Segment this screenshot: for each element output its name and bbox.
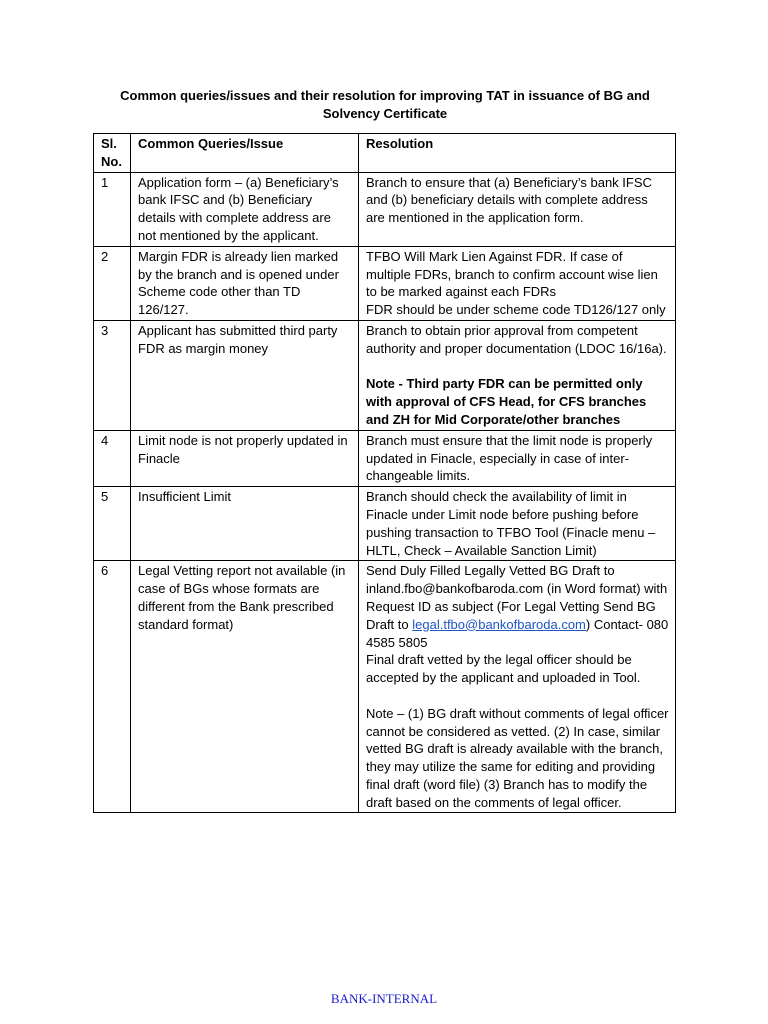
header-common-queries: Common Queries/Issue	[131, 134, 359, 173]
resolution-note: Note – (1) BG draft without comments of legal officer cannot be considered as vetted. (2) In case, similar vetted BG draft is already available with the branch, they may utilize the same for editing and providing final draft (word file) (3) Branch has to modify the draft based on the comments of legal officer.	[366, 705, 669, 810]
row-sl: 1	[94, 172, 131, 246]
header-resolution: Resolution	[359, 134, 676, 173]
resolution-paragraph: Final draft vetted by the legal officer should be accepted by the applicant and uploaded in Tool.	[366, 652, 641, 686]
classification-footer: BANK-INTERNAL	[330, 991, 438, 1006]
row-query: Applicant has submitted third party FDR as margin money	[131, 320, 359, 430]
row-sl: 5	[94, 487, 131, 561]
row-resolution: Branch to ensure that (a) Beneficiary’s bank IFSC and (b) beneficiary details with complete address are mentioned in the application form.	[359, 172, 676, 246]
row-resolution	[359, 561, 676, 813]
row-resolution: Branch should check the availability of limit in Finacle under Limit node before pushing before pushing transaction to TFBO Tool (Finacle menu – HLTL, Check – Available Sanction Limit)	[359, 487, 676, 561]
row-query: Limit node is not properly updated in Finacle	[131, 430, 359, 486]
row-resolution	[359, 246, 676, 320]
legal-email-link[interactable]: legal.tfbo@bankofbaroda.com	[412, 616, 586, 632]
title-line-2: Solvency Certificate	[322, 106, 448, 121]
table-row	[94, 561, 676, 813]
table-row	[94, 430, 676, 486]
row-sl: 6	[94, 561, 131, 813]
document-title	[95, 87, 675, 123]
row-resolution	[359, 320, 676, 430]
row-query: Margin FDR is already lien marked by the branch and is opened under Scheme code other than TD 126/127.	[131, 246, 359, 320]
row-sl: 2	[94, 246, 131, 320]
table-row	[94, 172, 676, 246]
resolution-paragraph: Branch to obtain prior approval from competent authority and proper documentation (LDOC 16/16a).	[366, 322, 667, 356]
resolution-paragraph: TFBO Will Mark Lien Against FDR. If case of multiple FDRs, branch to confirm account wise lien to be marked against each FDRs	[366, 248, 658, 300]
table-row	[94, 246, 676, 320]
resolution-note: Note - Third party FDR can be permitted only with approval of CFS Head, for CFS branches and ZH for Mid Corporate/other branches	[366, 376, 647, 427]
table-header-row	[94, 134, 676, 173]
title-line-1: Common queries/issues and their resolution for improving TAT in issuance of BG and	[120, 88, 650, 103]
row-resolution: Branch must ensure that the limit node is properly updated in Finacle, especially in case of inter-changeable limits.	[359, 430, 676, 486]
resolution-paragraph	[366, 562, 669, 651]
table-row	[94, 320, 676, 430]
row-query: Application form – (a) Beneficiary’s bank IFSC and (b) Beneficiary details with complete address are not mentioned by the applicant.	[131, 172, 359, 246]
row-sl: 4	[94, 430, 131, 486]
row-query: Insufficient Limit	[131, 487, 359, 561]
resolution-text: Send Duly Filled Legally Vetted BG Draft to inland.fbo@bankofbaroda.com (in Word format) with Request ID as subject (For Legal Vetting Send BG Draft to	[366, 563, 668, 632]
table-row	[94, 487, 676, 561]
resolution-text: ) Contact- 080 4585 5805	[366, 616, 669, 650]
row-sl: 3	[94, 320, 131, 430]
queries-table	[93, 133, 676, 813]
row-query: Legal Vetting report not available (in case of BGs whose formats are different from the Bank prescribed standard format)	[131, 561, 359, 813]
resolution-paragraph: FDR should be under scheme code TD126/127 only	[366, 302, 666, 318]
header-sl-no: Sl. No.	[94, 134, 131, 173]
